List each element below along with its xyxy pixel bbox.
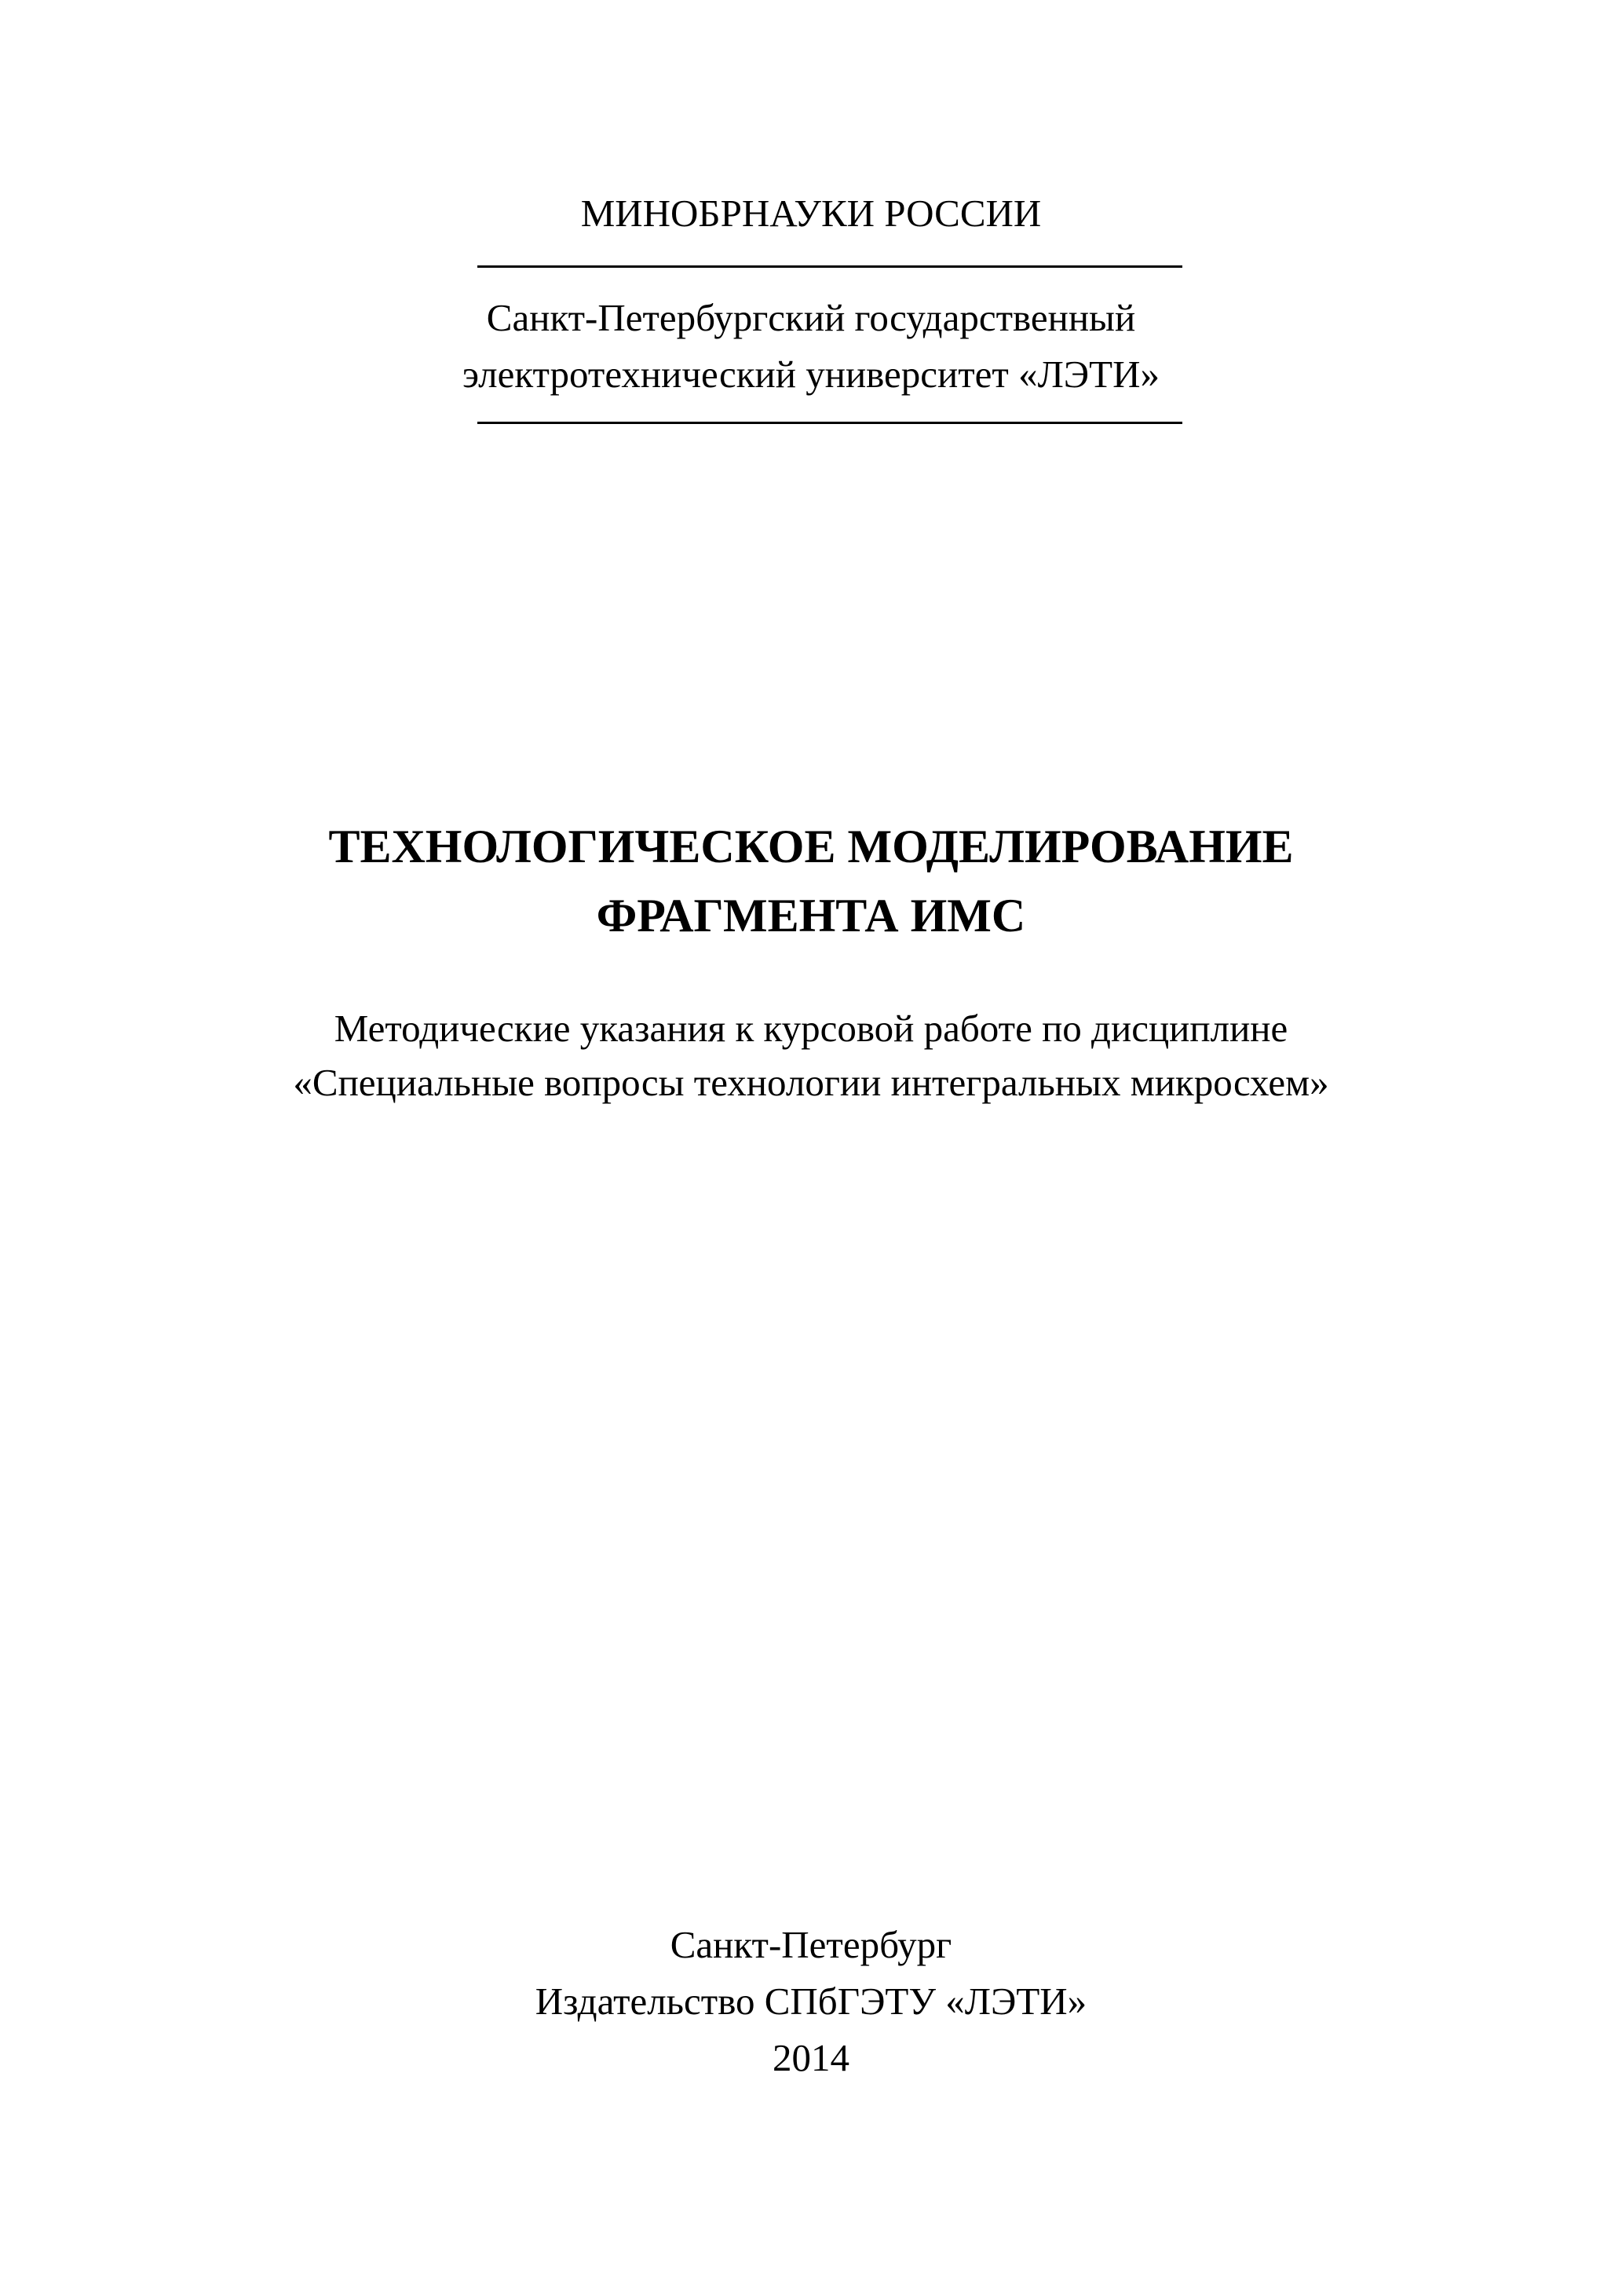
imprint-year: 2014 xyxy=(773,2036,849,2079)
university-name-line2: электротехнический университет «ЛЭТИ» xyxy=(462,353,1160,396)
header-divider-top xyxy=(477,265,1182,268)
document-subtitle-line1: Методические указания к курсовой работе по дисциплине xyxy=(334,1007,1288,1050)
document-subtitle-line2: «Специальные вопросы технологии интегральных микросхем» xyxy=(293,1061,1329,1104)
ministry-name: МИНОБРНАУКИ РОССИИ xyxy=(580,192,1042,235)
imprint-publisher: Издательство СПбГЭТУ «ЛЭТИ» xyxy=(535,1980,1087,2023)
imprint-city: Санкт-Петербург xyxy=(670,1923,952,1966)
document-title-line2: ФРАГМЕНТА ИМС xyxy=(596,890,1026,941)
university-name-line1: Санкт-Петербургский государственный xyxy=(486,296,1136,339)
document-title-line1: ТЕХНОЛОГИЧЕСКОЕ МОДЕЛИРОВАНИЕ xyxy=(328,821,1294,872)
header-divider-bottom xyxy=(477,422,1182,424)
